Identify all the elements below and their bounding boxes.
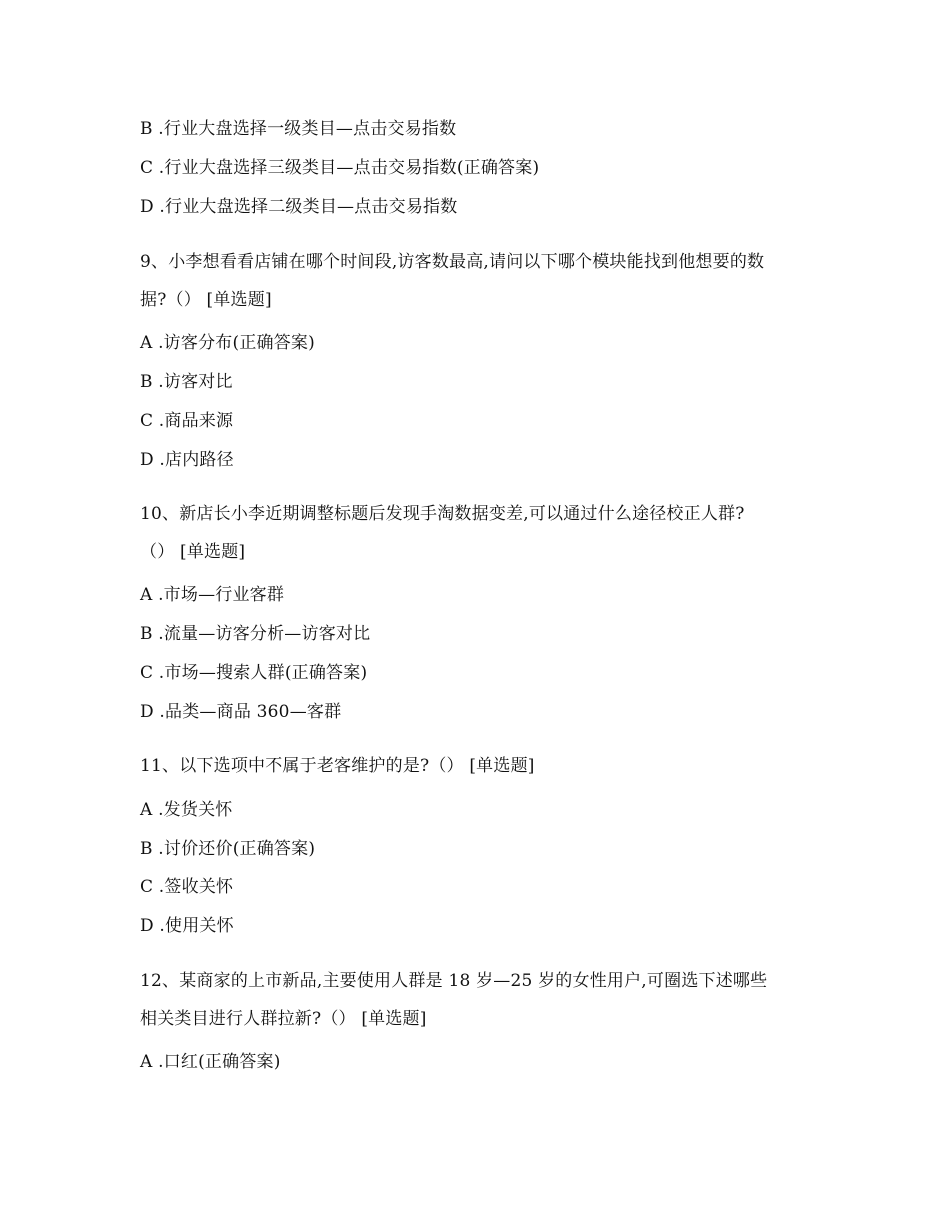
q8-option-d: D .行业大盘选择二级类目—点击交易指数 [140, 197, 458, 217]
q10-option-d: D .品类—商品 360—客群 [140, 702, 342, 722]
q8-option-c: C .行业大盘选择三级类目—点击交易指数(正确答案) [140, 158, 540, 178]
q11-option-a: A .发货关怀 [140, 800, 233, 820]
q10-option-a: A .市场—行业客群 [140, 585, 285, 605]
q12-option-a: A .口红(正确答案) [140, 1052, 281, 1072]
q9-option-b: B .访客对比 [140, 372, 233, 392]
q10-option-b: B .流量—访客分析—访客对比 [140, 624, 371, 644]
q9-option-d: D .店内路径 [140, 450, 234, 470]
q9-question-line1: 9、小李想看看店铺在哪个时间段,访客数最高,请问以下哪个模块能找到他想要的数 [140, 252, 765, 272]
q10-option-c: C .市场—搜索人群(正确答案) [140, 663, 368, 683]
q8-option-b: B .行业大盘选择一级类目—点击交易指数 [140, 119, 457, 139]
q10-question-line2: （） [单选题] [140, 542, 246, 562]
q12-question-line2: 相关类目进行人群拉新?（） [单选题] [140, 1009, 427, 1029]
q11-option-c: C .签收关怀 [140, 877, 234, 897]
q11-option-d: D .使用关怀 [140, 916, 234, 936]
q9-question-line2: 据?（） [单选题] [140, 290, 272, 310]
q11-question-line1: 11、以下选项中不属于老客维护的是?（） [单选题] [140, 756, 535, 776]
q9-option-a: A .访客分布(正确答案) [140, 333, 315, 353]
q12-question-line1: 12、某商家的上市新品,主要使用人群是 18 岁—25 岁的女性用户,可圈选下述哪些 [140, 971, 768, 991]
q9-option-c: C .商品来源 [140, 411, 234, 431]
q10-question-line1: 10、新店长小李近期调整标题后发现手淘数据变差,可以通过什么途径校正人群? [140, 504, 745, 524]
q11-option-b: B .讨价还价(正确答案) [140, 839, 316, 859]
